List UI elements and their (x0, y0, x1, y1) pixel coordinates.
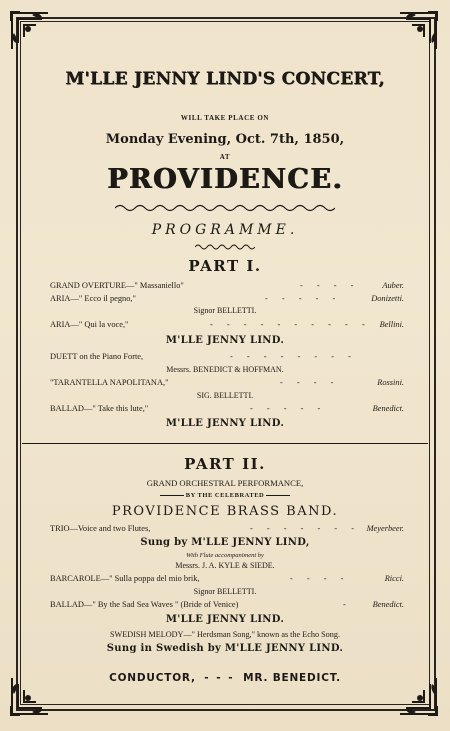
composer: Ricci. (384, 574, 404, 583)
sung-in-swedish-line: Sung in Swedish by M'LLE JENNY LIND. (106, 643, 344, 654)
programme-item (50, 320, 404, 329)
item-title: "TARANTELLA NAPOLITANA," (50, 378, 169, 387)
item-title: BARCAROLE—" Sulla poppa del mio brik, (50, 574, 200, 583)
composer: Benedict. (372, 600, 404, 609)
item-title: ARIA—" Qui la voce," (50, 320, 129, 329)
composer: Rossini. (377, 378, 404, 387)
concert-title: M'LLE JENNY LIND'S CONCERT, (65, 69, 385, 89)
performer-jenny-lind: M'LLE JENNY LIND. (165, 335, 285, 346)
composer: Benedict. (372, 404, 404, 413)
rule-left (160, 495, 184, 496)
swedish-melody-line: SWEDISH MELODY—" Herdsman Song," known as the Echo Song. (109, 630, 340, 639)
wavy-divider-icon (115, 203, 335, 213)
brass-band-name: PROVIDENCE BRASS BAND. (111, 504, 339, 519)
programme-item (50, 404, 404, 413)
performance-line: GRAND ORCHESTRAL PERFORMANCE, (146, 478, 304, 488)
programme-item (50, 378, 404, 387)
ornament-corner-icon (396, 9, 440, 53)
small-wave-divider-icon (195, 243, 255, 251)
leader-dashes: - - - - - - - - - - (210, 320, 371, 329)
leader-dashes: - - - - - - - (250, 524, 361, 533)
programme-item (50, 574, 404, 583)
leader-dashes: - - - - (290, 574, 350, 583)
performer-jenny-lind: Sung by M'LLE JENNY LIND, (140, 537, 310, 548)
programme-heading: PROGRAMME. (151, 222, 299, 238)
performer-line: Messrs. BENEDICT & HOFFMAN. (166, 365, 284, 374)
composer: Auber. (382, 281, 404, 290)
will-take-place-text: WILL TAKE PLACE ON (180, 114, 270, 122)
accompaniment-note: With Flute accompaniment by (186, 552, 264, 559)
performer-line: Messrs. J. A. KYLE & SIEDE. (175, 561, 275, 570)
leader-dashes: - - - - - - - - (230, 352, 357, 361)
programme-item (50, 600, 404, 609)
item-title: BALLAD—" By the Sad Sea Waves " (Bride of Venice) (50, 600, 239, 609)
item-title: GRAND OVERTURE—" Massaniello" (50, 281, 184, 290)
rule-right (266, 495, 290, 496)
part-two-heading: PART II. (184, 455, 266, 473)
performer-jenny-lind: M'LLE JENNY LIND. (165, 418, 285, 429)
item-title: TRIO—Voice and two Flutes, (50, 524, 151, 533)
ornament-corner-icon (8, 9, 52, 53)
conductor-name: MR. BENEDICT. (243, 672, 341, 684)
composer: Bellini. (379, 320, 404, 329)
item-title: DUETT on the Piano Forte, (50, 352, 144, 361)
leader-dashes: - - - - - (265, 294, 342, 303)
composer: Donizetti. (371, 294, 404, 303)
item-title: ARIA—" Ecco il pegno," (50, 294, 136, 303)
section-divider (22, 443, 428, 444)
leader-dashes: - - - - - (250, 404, 327, 413)
performer-line: Signor BELLETTI. (193, 306, 257, 315)
leader-dashes: - - - - (300, 281, 360, 290)
performer-line: SIG. BELLETTI. (196, 391, 254, 400)
part-one-heading: PART I. (188, 257, 262, 275)
performer-line: Signor BELLETTI. (193, 587, 257, 596)
conductor-dashes: - - - (204, 672, 235, 684)
leader-dashes: - (343, 600, 352, 609)
concert-date: Monday Evening, Oct. 7th, 1850, (105, 132, 345, 147)
concert-city: PROVIDENCE. (106, 164, 343, 195)
programme-item (50, 294, 404, 303)
item-title: BALLAD—" Take this lute," (50, 404, 149, 413)
by-the-celebrated (0, 492, 450, 499)
conductor-label: CONDUCTOR, (109, 672, 196, 684)
leader-dashes: - - - - (280, 378, 340, 387)
programme-item (50, 352, 404, 361)
at-text: AT (219, 153, 231, 161)
conductor-line (0, 672, 450, 684)
performer-jenny-lind: M'LLE JENNY LIND. (165, 614, 285, 625)
programme-item (50, 524, 404, 533)
composer: Meyerbeer. (366, 524, 404, 533)
by-the-celebrated-text: BY THE CELEBRATED (185, 492, 265, 499)
programme-item (50, 281, 404, 290)
